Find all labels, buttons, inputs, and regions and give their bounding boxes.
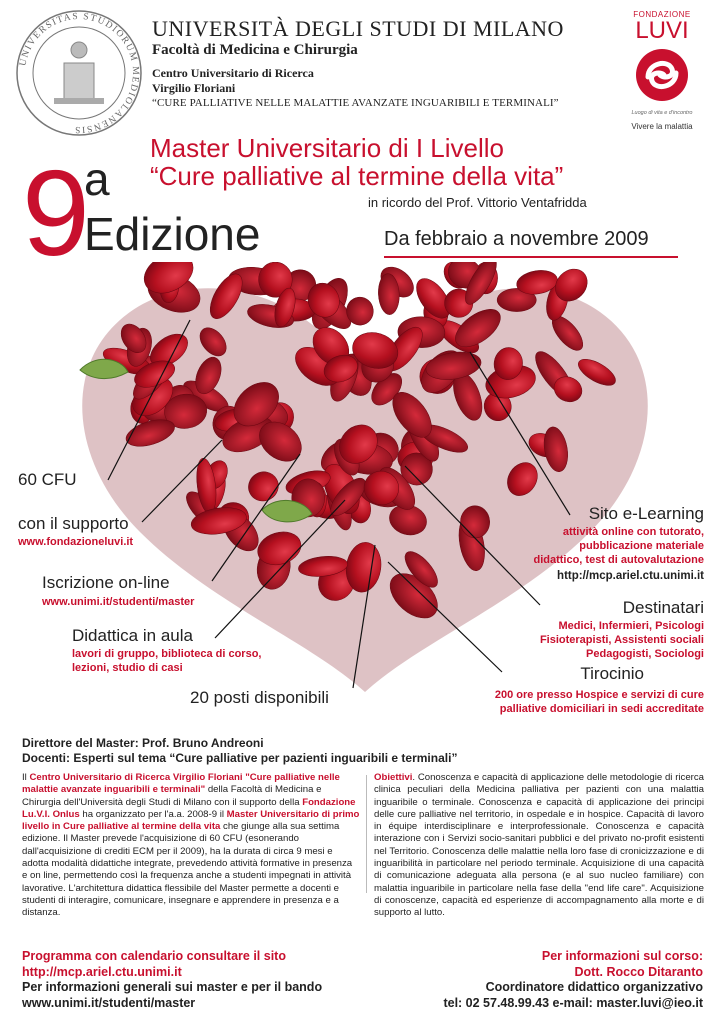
intro-highlight: Master Universitario di primo livello in Cure palliative al termine della vita	[22, 808, 360, 833]
faculty-name: Facoltà di Medicina e Chirurgia	[152, 42, 358, 58]
column-divider	[366, 775, 367, 893]
recipients-label: Destinatari	[622, 598, 704, 617]
places-label: 20 posti disponibili	[190, 688, 329, 707]
support-label: con il supporto	[18, 514, 129, 533]
contact-name: Dott. Rocco Ditaranto	[574, 964, 703, 979]
course-info-note: Per informazioni sul corso:	[541, 949, 703, 963]
faculty-line: Docenti: Esperti sul tema “Cure palliative per pazienti inguaribili e terminali”	[22, 751, 458, 765]
director-block	[22, 736, 457, 766]
teaching-description	[72, 647, 261, 675]
elearning-description-line: didattico, test di autovalutazione	[533, 554, 704, 566]
contact-role: Coordinatore didattico organizzativo	[485, 980, 703, 994]
luvi-tagline: Luogo di vita e d'incontro	[631, 110, 693, 116]
general-info-url-link[interactable]: www.unimi.it/studenti/master	[22, 995, 196, 1010]
luvi-logo	[608, 10, 716, 140]
footer-left	[22, 949, 322, 1011]
intro-text: ha organizzato per l'a.a. 2008-9 il	[79, 808, 227, 820]
contact-details[interactable]: tel: 02 57.48.99.43 e-mail: master.luvi@ieo.it	[443, 995, 703, 1010]
recipients-line: Pedagogisti, Sociologi	[586, 648, 704, 660]
course-name: “Cure palliative al termine della vita”	[150, 161, 564, 191]
luvi-swirl-icon	[634, 47, 690, 103]
teaching-label: Didattica in aula	[72, 626, 193, 645]
program-note: Programma con calendario consultare il sito	[22, 949, 286, 963]
master-title: Master Universitario di I Livello	[150, 133, 505, 163]
luvi-motto: Vivere la malattia	[631, 122, 693, 131]
objectives-paragraph	[374, 772, 704, 920]
intro-text: della Facoltà di Medicina e Chirurgia dell'Università degli Studi di Milano con il supporto della	[22, 784, 322, 808]
internship-label: Tirocinio	[580, 664, 644, 683]
centre-name	[152, 66, 314, 96]
intro-text: Il	[22, 772, 30, 783]
program-url-link[interactable]: http://mcp.ariel.ctu.unimi.it	[22, 964, 182, 979]
teaching-description-line: lezioni, studio di casi	[72, 662, 183, 674]
support-url-link[interactable]: www.fondazioneluvi.it	[18, 536, 134, 548]
elearning-description	[533, 525, 704, 567]
luvi-name: LUVI	[635, 17, 689, 44]
dates-underline	[384, 256, 678, 258]
university-seal-icon	[14, 8, 144, 138]
centre-line-2: Virgilio Floriani	[152, 81, 236, 95]
intro-highlight: Fondazione Lu.V.I. Onlus	[22, 796, 356, 820]
teaching-description-line: lavori di gruppo, biblioteca di corso,	[72, 648, 262, 660]
objectives-text: . Conoscenza e capacità di applicazione delle metodologie di ricerca clinica peculiari della Medicina palliativa per pazienti con una malattia inguaribile o terminale. Conoscenza e capacità di applicazione dei principi delle cure palliative nel territorio, in ospedale e in hospice. Capacità di lavoro in équipe interdisciplinare e interprofessionale. Conoscenza e capacità interazione con i Servizi socio-sanitari pubblici e del privato no-profit esistenti nel Territorio. Conoscenza delle malattie nella loro fase di cronicizzazione e di inguaribilità in particolare nel periodo terminale. Acquisizione di una capacità di comunicazione adeguata alla persona (e al suo nucleo familiare) con malattia inguaribile in particolare nella fase della "end life care". Acquisizione di conoscenze, capacità ed esperienze di accompagnamento alla morte e di supporto al lutto.	[374, 772, 704, 919]
edition-superscript: a	[84, 153, 110, 205]
elearning-description-line: attività online con tutorato,	[562, 526, 704, 538]
dedication: in ricordo del Prof. Vittorio Ventafridda	[368, 195, 587, 210]
internship-description	[495, 688, 704, 716]
recipients-list	[540, 619, 704, 661]
recipients-line: Fisioterapisti, Assistenti sociali	[539, 634, 704, 646]
edition-number: 9	[22, 145, 90, 281]
intro-text: che giunge alla sua settima edizione. Il Master prevede l'acquisizione di 60 CFU (esonerando dall'acquisizione di crediti ECM per il 2009), ha la durata di circa 9 mesi e adotta modalità didattiche integrate, prevedendo attività formative in presenza e on line, permettendo così la frequenza anche a studenti impegnati in attività lavorative. L'architettura didattica flessibile del Master permette a docenti e studenti di interagire, comunicare, insegnare e apprendere in presenza e a distanza.	[22, 821, 353, 919]
luvi-foundation: FONDAZIONE	[633, 10, 691, 19]
university-name: UNIVERSITÀ DEGLI STUDI DI MILANO	[152, 16, 564, 41]
course-dates: Da febbraio a novembre 2009	[384, 228, 649, 250]
cfu-label: 60 CFU	[18, 470, 77, 489]
internship-line: palliative domiciliari in sedi accreditate	[499, 703, 704, 715]
footer-right	[443, 949, 703, 1011]
centre-line-1: Centro Universitario di Ricerca	[152, 66, 314, 80]
intro-paragraph	[22, 772, 360, 920]
centre-subtitle: “CURE PALLIATIVE NELLE MALATTIE AVANZATE INGUARIBILI E TERMINALI”	[152, 97, 559, 109]
enrolment-label: Iscrizione on-line	[42, 573, 170, 592]
intro-highlight: Centro Universitario di Ricerca Virgilio Floriani "Cure palliative nelle malattie avanzate inguaribili e terminali"	[22, 772, 340, 796]
internship-line: 200 ore presso Hospice e servizi di cure	[494, 689, 704, 701]
objectives-heading: Obiettivi	[374, 772, 413, 783]
director-line: Direttore del Master: Prof. Bruno Andreoni	[22, 736, 264, 750]
recipients-line: Medici, Infermieri, Psicologi	[558, 620, 704, 632]
elearning-url-link[interactable]: http://mcp.ariel.ctu.unimi.it	[557, 570, 704, 582]
edition-label: Edizione	[84, 208, 261, 260]
elearning-label: Sito e-Learning	[588, 504, 704, 523]
seal-text: UNIVERSITAS STUDIORUM MEDIOLANENSIS	[18, 11, 141, 135]
general-info-note: Per informazioni generali sui master e per il bando	[22, 980, 323, 994]
enrolment-url-link[interactable]: www.unimi.it/studenti/master	[42, 596, 195, 608]
elearning-description-line: pubblicazione materiale	[579, 540, 704, 552]
